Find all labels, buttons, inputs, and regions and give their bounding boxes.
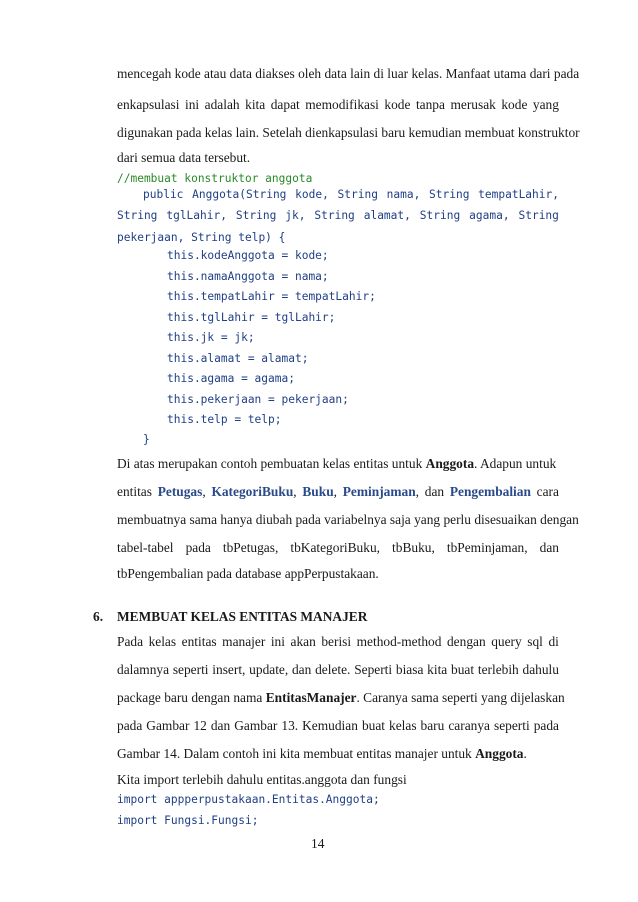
paragraph-line-justified [117, 540, 559, 556]
section-number: 6. [93, 609, 104, 624]
word: Gambar [146, 718, 190, 733]
word: tempatLahir, [478, 188, 559, 201]
section-title: MEMBUAT KELAS ENTITAS MANAJER [117, 609, 368, 624]
word: ini [185, 97, 200, 112]
word: seperti [172, 662, 209, 677]
bold-package-name: EntitasManajer [265, 690, 357, 705]
text-span: . Adapun untuk [474, 456, 557, 471]
code-body-line: this.agama = agama; [167, 372, 295, 385]
code-body-line: this.jk = jk; [167, 331, 255, 344]
paragraph-line: membuatnya sama hanya diubah pada variabelnya saja yang perlu disesuaikan dengan [117, 512, 579, 527]
paragraph-line: tbPengembalian pada database appPerpustakaan. [117, 566, 379, 581]
paragraph-line: digunakan pada kelas lain. Setelah dienkapsulasi baru kemudian membuat konstruktor [117, 125, 580, 140]
paragraph-line-justified [117, 634, 559, 650]
word: berisi [321, 634, 352, 649]
entity-name: Petugas [157, 484, 203, 499]
code-signature-line [143, 188, 559, 201]
paragraph-line [117, 746, 527, 762]
word: public [143, 188, 184, 201]
bold-class-name: Anggota [425, 456, 475, 471]
word: alamat, [363, 209, 411, 222]
code-body-line: this.namaAnggota = nama; [167, 269, 329, 283]
word: pada [533, 718, 559, 733]
word: merusak [450, 97, 496, 112]
word: jk, [285, 209, 306, 222]
word: String [337, 188, 378, 201]
word: dan [291, 662, 312, 677]
word: baru [420, 718, 445, 733]
word: insert, [212, 662, 246, 677]
text-span: entitas [117, 484, 152, 499]
entity-name: KategoriBuku [211, 484, 294, 499]
code-body-line: this.tglLahir = tglLahir; [167, 310, 336, 324]
word: query [491, 634, 522, 649]
word: Gambar [234, 718, 278, 733]
text-span: cara [536, 484, 559, 499]
word: kelas [389, 718, 417, 733]
word: tbPeminjaman, [446, 540, 528, 555]
word: Seperti [354, 662, 393, 677]
word: seperti [494, 718, 530, 733]
text-span: Gambar 14. Dalam contoh ini kita membuat entitas manajer untuk [117, 746, 472, 761]
word: method-method [356, 634, 442, 649]
word: buat [361, 718, 385, 733]
word: 13. [281, 718, 299, 733]
entity-name: Pengembalian [449, 484, 531, 499]
word: dan [210, 718, 231, 733]
code-close-brace: } [143, 433, 150, 446]
word: String [419, 209, 461, 222]
paragraph-line: dari semua data tersebut. [117, 150, 251, 165]
code-body-line: this.tempatLahir = tempatLahir; [167, 290, 376, 303]
word: Kemudian [302, 718, 358, 733]
paragraph-line [117, 690, 565, 706]
text-span: dan [424, 484, 445, 499]
code-body-line: this.pekerjaan = pekerjaan; [167, 392, 349, 406]
code-body-line: this.alamat = alamat; [167, 351, 309, 365]
word: pada [185, 540, 211, 555]
word: entitas [181, 634, 217, 649]
code-signature-line [117, 209, 559, 222]
word: caranya [448, 718, 490, 733]
word: adalah [204, 97, 240, 112]
paragraph-line-justified [117, 718, 559, 734]
word: tbKategoriBuku, [290, 540, 380, 555]
word: sql [527, 634, 543, 649]
code-body-line: this.kodeAnggota = kode; [167, 249, 329, 262]
word: kelas [148, 634, 177, 649]
word: agama, [469, 209, 510, 222]
paragraph-line: mencegah kode atau data diakses oleh data lain di luar kelas. Manfaat utama dari pada [117, 66, 580, 81]
word: manajer [222, 634, 266, 649]
word: yang [532, 97, 559, 112]
code-import-line: import Fungsi.Fungsi; [117, 814, 259, 827]
word: String [518, 209, 559, 222]
word: kode [501, 97, 528, 112]
code-signature-line: pekerjaan, String telp) { [117, 231, 286, 244]
word: memodifikasi [305, 97, 379, 112]
word: dapat [270, 97, 300, 112]
word: dengan [446, 634, 486, 649]
word: dan [539, 540, 559, 555]
word: tanpa [415, 97, 445, 112]
text-span: . [523, 746, 527, 761]
word: kita [245, 97, 266, 112]
entity-name: Buku [302, 484, 334, 499]
word: terlebih [477, 662, 519, 677]
word: di [548, 634, 559, 649]
word: Pada [117, 634, 144, 649]
paragraph-line-justified: entitas Petugas, KategoriBuku, Buku, Peminjaman, dan Pengembalian cara [117, 484, 559, 499]
word: kita [427, 662, 448, 677]
word: pada [117, 718, 143, 733]
word: biasa [395, 662, 424, 677]
text-span: . Caranya sama seperti yang dijelaskan [356, 690, 565, 705]
word: String [117, 209, 158, 222]
word: dalamnya [117, 662, 170, 677]
paragraph-line-justified [117, 662, 559, 678]
word: String [314, 209, 355, 222]
code-body-line: this.telp = telp; [167, 413, 282, 426]
entity-list: Petugas, [157, 484, 206, 499]
word: buat [451, 662, 475, 677]
paragraph-line: Kita import terlebih dahulu entitas.anggota dan fungsi [117, 772, 407, 787]
entity-name: Peminjaman [342, 484, 416, 499]
word: enkapsulasi [117, 97, 180, 112]
word: kode, [295, 188, 329, 201]
word: tabel-tabel [117, 540, 174, 555]
word: String [429, 188, 470, 201]
word: tbBuku, [392, 540, 435, 555]
word: tbPetugas, [222, 540, 279, 555]
paragraph-line [117, 456, 556, 472]
paragraph-line-justified [117, 97, 559, 113]
word: Anggota(String [192, 188, 287, 201]
text-span: Di atas merupakan contoh pembuatan kelas entitas untuk [117, 456, 423, 471]
word: kode [384, 97, 411, 112]
page-number: 14 [311, 836, 325, 851]
word: akan [290, 634, 316, 649]
word: String [235, 209, 277, 222]
text-span: package baru dengan nama [117, 690, 263, 705]
word: 12 [193, 718, 207, 733]
word: ini [270, 634, 285, 649]
code-comment: //membuat konstruktor anggota [117, 172, 313, 185]
code-import-line: import appperpustakaan.Entitas.Anggota; [117, 793, 380, 806]
word: nama, [386, 188, 421, 201]
bold-class-name: Anggota [475, 746, 524, 761]
word: delete. [315, 662, 351, 677]
word: dahulu [522, 662, 559, 677]
word: update, [249, 662, 289, 677]
word: tglLahir, [166, 209, 227, 222]
